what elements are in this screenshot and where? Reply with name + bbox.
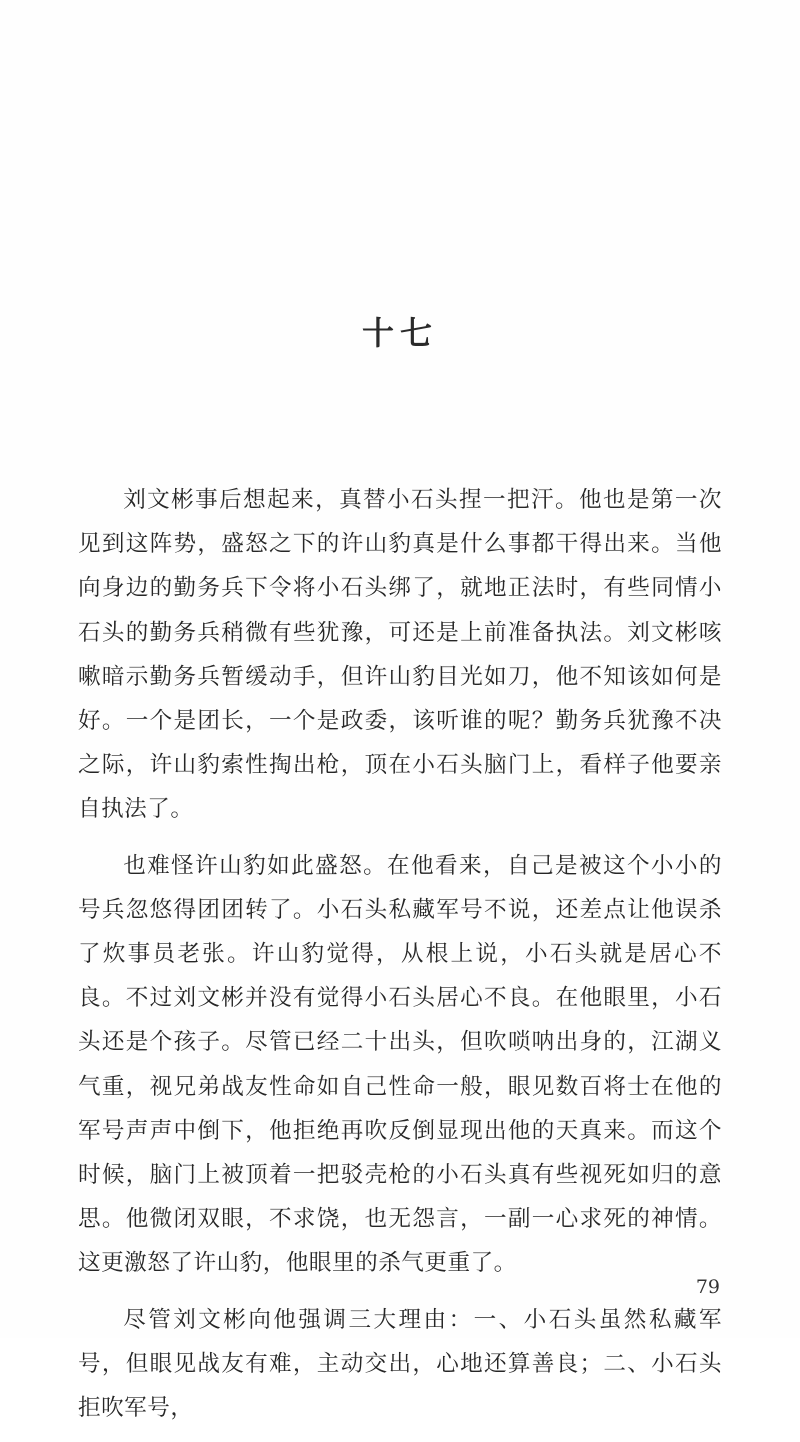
chapter-title: 十七 [361, 314, 438, 352]
body-text [78, 478, 722, 1442]
page-number: 79 [695, 1276, 720, 1298]
paragraph-1: 刘文彬事后想起来，真替小石头捏一把汗。他也是第一次见到这阵势，盛怒之下的许山豹真是什么事都干得出来。当他向身边的勤务兵下令将小石头绑了，就地正法时，有些同情小石头的勤务兵稍微有些犹豫，可还是上前准备执法。刘文彬咳嗽暗示勤务兵暂缓动手，但许山豹目光如刀，他不知该如何是好。一个是团长，一个是政委，该听谁的呢？勤务兵犹豫不决之际，许山豹索性掏出枪，顶在小石头脑门上，看样子他要亲自执法了。 [78, 487, 722, 823]
paragraph-3: 尽管刘文彬向他强调三大理由：一、小石头虽然私藏军号，但眼见战友有难，主动交出，心地还算善良；二、小石头拒吹军号， [78, 1306, 722, 1422]
paragraph-2: 也难怪许山豹如此盛怒。在他看来，自己是被这个小小的号兵忽悠得团团转了。小石头私藏军号不说，还差点让他误杀了炊事员老张。许山豹觉得，从根上说，小石头就是居心不良。不过刘文彬并没有觉得小石头居心不良。在他眼里，小石头还是个孩子。尽管已经二十出头，但吹唢呐出身的，江湖义气重，视兄弟战友性命如自己性命一般，眼见数百将士在他的军号声声中倒下，他拒绝再吹反倒显现出他的天真来。而这个时候，脑门上被顶着一把驳壳枪的小石头真有些视死如归的意思。他微闭双眼，不求饶，也无怨言，一副一心求死的神情。这更激怒了许山豹，他眼里的杀气更重了。 [78, 852, 722, 1277]
